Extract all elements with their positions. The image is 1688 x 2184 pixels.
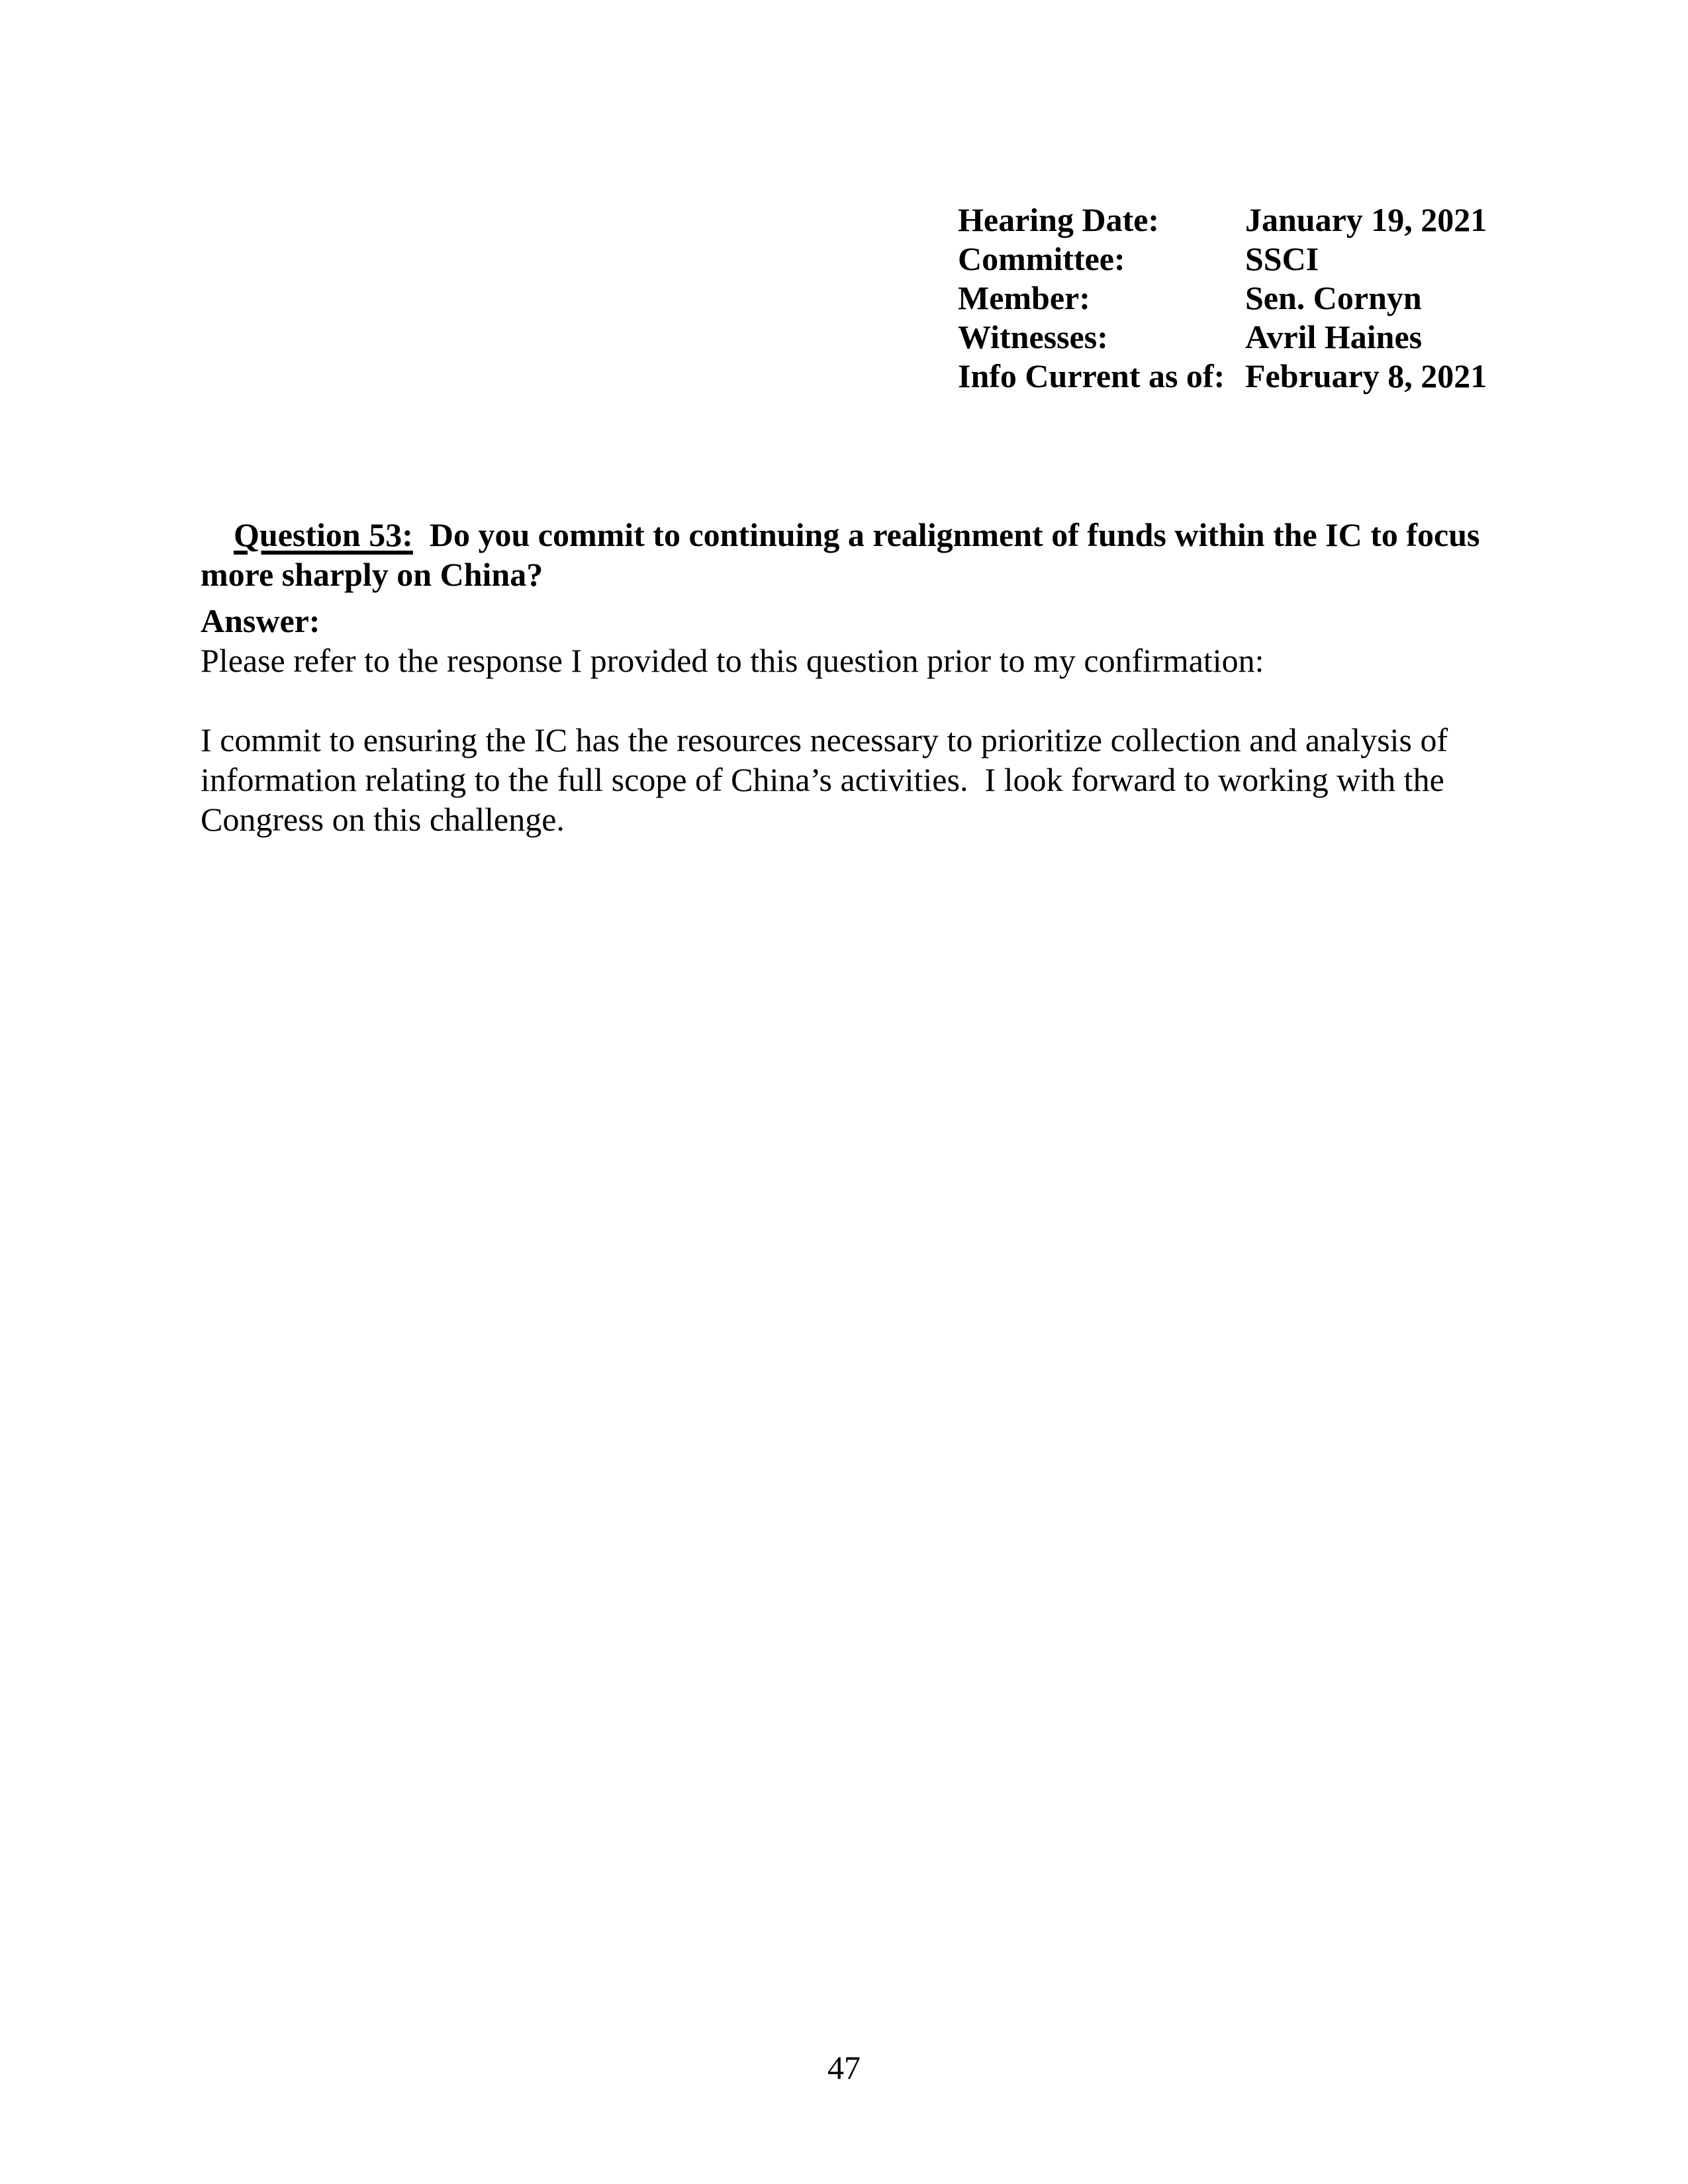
meta-value: Sen. Cornyn (1245, 279, 1422, 316)
meta-row-info-current (958, 357, 1487, 396)
meta-value: January 19, 2021 (1245, 201, 1487, 238)
answer-paragraph-2: I commit to ensuring the IC has the resources necessary to prioritize collection and analysis of information relating to the full scope of China’s activities. I look forward to working with the Congress on this challenge. (201, 721, 1456, 838)
meta-label: Witnesses: (958, 318, 1108, 355)
question-text: Do you commit to continuing a realignment of funds within the IC to focus more sharply on China? (201, 516, 1489, 593)
meta-row-member (958, 279, 1487, 318)
meta-label: Member: (958, 279, 1090, 316)
answer-heading: Answer: (201, 602, 320, 639)
meta-label: Hearing Date: (958, 201, 1160, 238)
question-number-label: Question 53: (234, 516, 413, 553)
hearing-metadata-block (958, 201, 1487, 396)
answer-section (201, 601, 1501, 839)
meta-row-committee (958, 240, 1487, 279)
meta-row-witnesses (958, 318, 1487, 357)
page-number: 47 (827, 2049, 861, 2086)
meta-value: February 8, 2021 (1245, 357, 1487, 394)
meta-label: Info Current as of: (958, 357, 1225, 394)
meta-label: Committee: (958, 240, 1125, 277)
meta-value: SSCI (1245, 240, 1319, 277)
meta-row-hearing-date (958, 201, 1487, 240)
meta-value: Avril Haines (1245, 318, 1423, 355)
answer-paragraph-1: Please refer to the response I provided to this question prior to my confirmation: (201, 642, 1264, 679)
